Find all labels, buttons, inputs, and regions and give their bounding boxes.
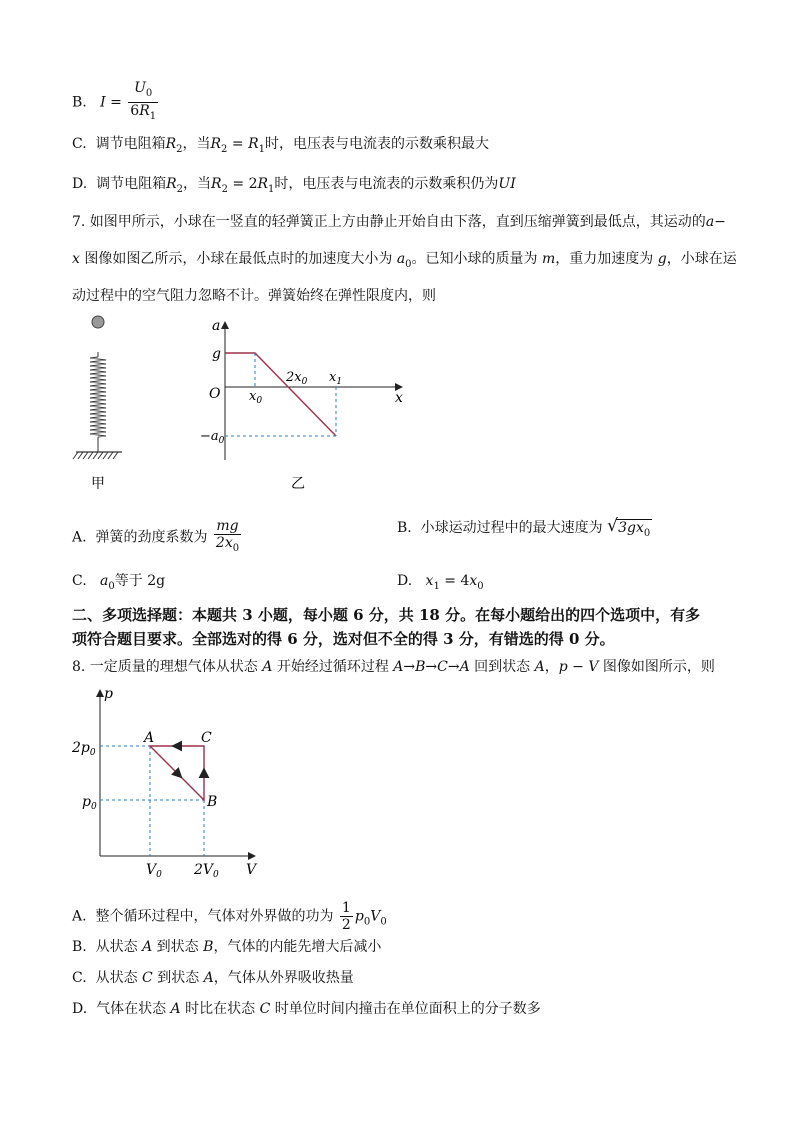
prev-option-d (72, 174, 516, 200)
q7-option-a (72, 518, 243, 557)
formula-symbol: a (100, 573, 109, 589)
formula-operator: = 4 (439, 573, 470, 589)
q7-option-b (397, 518, 652, 544)
option-text: 到状态 (152, 939, 204, 955)
formula-symbol: R (210, 136, 222, 152)
spring-ball-figure (70, 312, 130, 492)
question-text: 8. 一定质量的理想气体从状态 (72, 659, 263, 675)
axis-label-a: a (212, 318, 221, 334)
fraction-denominator: 2x (215, 535, 233, 551)
q8-option-a (72, 900, 387, 933)
formula-operator: = (110, 94, 122, 111)
option-label: C. (72, 136, 87, 152)
formula-symbol: C (142, 970, 153, 986)
question-text: 7. 如图甲所示，小球在一竖直的轻弹簧正上方由静止开始自由下落，直到压缩弹簧到最低点，其运动的 (72, 214, 706, 230)
option-text: 调节电阻箱 (95, 136, 166, 152)
subscript: 0 (477, 581, 484, 592)
formula-symbol: x (425, 573, 434, 589)
axis-label-v: V (246, 862, 257, 878)
option-label: D. (72, 1001, 88, 1017)
formula-symbol: A (262, 659, 273, 675)
subscript: 1 (433, 581, 440, 592)
option-text: 从状态 (95, 970, 143, 986)
option-text: ，气体的内能先增大后减小 (213, 939, 382, 955)
subscript: 0 (405, 259, 412, 270)
formula-symbol: a− (705, 214, 726, 230)
a-x-graph (190, 312, 420, 497)
question-text: 开始经过循环过程 (272, 659, 394, 675)
option-text: 时比在状态 (180, 1001, 260, 1017)
fraction-numerator: 1 (341, 900, 351, 916)
subscript: 0 (380, 916, 387, 928)
question-text: 。已知小球的质量为 (411, 251, 542, 267)
formula-symbol: p (354, 908, 364, 925)
subscript: 0 (363, 916, 371, 928)
formula-fraction (340, 900, 353, 933)
formula-symbol: A (534, 659, 545, 675)
label-v0: $V_0$ (146, 862, 162, 880)
subscript: 0 (232, 543, 240, 554)
p-v-graph (70, 684, 280, 884)
formula-operator: = (227, 136, 249, 152)
formula-symbol: R (166, 176, 177, 192)
formula-symbol: g (657, 251, 667, 267)
section-heading-line1: 二、多项选择题：本题共 3 小题，每小题 6 分，共 18 分。在每小题给出的四个选项中，有多 (72, 606, 701, 624)
state-label-a: A (144, 730, 155, 746)
formula-operator: = 2 (227, 176, 258, 192)
formula-cycle: A→B→C→A (393, 659, 470, 675)
formula-symbol: I (100, 94, 106, 111)
question-text: ，小球在运 (666, 251, 737, 267)
option-text: ，气体从外界吸收热量 (213, 970, 354, 986)
formula-symbol: A (203, 970, 214, 986)
subscript: 2 (221, 184, 228, 195)
option-text: 时单位时间内撞击在单位面积上的分子数多 (270, 1001, 541, 1017)
formula-sqrt (607, 518, 652, 544)
question-text: 回到状态 (469, 659, 535, 675)
option-text: 等于 2g (114, 573, 166, 589)
formula-symbol: m (542, 251, 556, 267)
subscript: 2 (176, 144, 183, 155)
question-text: 图像如图所示，则 (598, 659, 715, 675)
formula-symbol: a (396, 251, 406, 267)
ball-icon (92, 316, 104, 328)
formula-symbol: x (469, 573, 478, 589)
question-text: ，重力加速度为 (555, 251, 658, 267)
option-label: A. (72, 908, 87, 925)
formula-symbol: R (248, 136, 259, 152)
question-text: 动过程中的空气阻力忽略不计。弹簧始终在弹性限度内，则 (72, 288, 436, 304)
option-text: 到状态 (152, 970, 204, 986)
formula-symbol: V (370, 908, 381, 925)
formula-symbol: p − V (558, 659, 599, 675)
fraction-numerator: U (134, 80, 146, 96)
option-text: ，当 (183, 176, 212, 192)
q8-stem (72, 657, 715, 677)
q7-option-d (397, 571, 484, 597)
q8-option-b (72, 937, 381, 957)
fraction-denominator: 2 (341, 917, 351, 933)
option-label: C. (72, 573, 87, 589)
subscript: 0 (108, 581, 115, 592)
label-2x0: $2x_0$ (286, 370, 308, 387)
formula-symbol: C (259, 1001, 271, 1017)
label-2p0: $2p_0$ (72, 740, 96, 758)
fraction-denominator-coef: 6 (130, 103, 140, 119)
label-2v0: $2V_0$ (194, 862, 219, 880)
axis-label-p: p (104, 686, 113, 702)
subscript: 2 (176, 184, 184, 195)
q8-option-c (72, 968, 354, 988)
option-text: 整个循环过程中，气体对外界做的功为 (95, 908, 334, 925)
option-text: 弹簧的劲度系数为 (95, 529, 208, 546)
arrow-a-to-b (175, 771, 179, 775)
subscript: 2 (221, 144, 228, 155)
formula-symbol: R (165, 136, 177, 152)
option-text: 时，电压表与电流表的示数乘积仍为 (274, 176, 499, 192)
subscript: 1 (149, 111, 157, 122)
option-text: 气体在状态 (96, 1001, 171, 1017)
formula-symbol: A (142, 939, 153, 955)
question-text: 图像如图乙所示，小球在最低点时的加速度大小为 (79, 251, 397, 267)
formula-fraction (214, 518, 241, 557)
state-label-c: C (201, 730, 212, 746)
subscript: 1 (268, 184, 275, 195)
sqrt-radicand: 3gx (618, 520, 644, 536)
fraction-numerator: mg (214, 518, 241, 535)
q7-stem-line1 (72, 212, 726, 232)
formula-symbol: A (170, 1001, 181, 1017)
option-text: 调节电阻箱 (96, 176, 167, 192)
formula-symbol: x (72, 251, 80, 267)
q7-option-c (72, 571, 165, 597)
subscript: 0 (145, 88, 153, 99)
figure-caption-yi: 乙 (291, 476, 305, 492)
option-text: 时，电压表与电流表的示数乘积最大 (264, 136, 489, 152)
fraction-denominator: R (139, 103, 150, 119)
option-label: B. (397, 520, 412, 536)
state-label-b: B (207, 794, 218, 810)
spring-icon (90, 352, 106, 452)
label-x1: $x_1$ (329, 370, 343, 387)
a-x-curve (225, 353, 336, 436)
q7-stem-line2 (72, 249, 737, 275)
sqrt-icon: √ (607, 516, 618, 536)
option-label: D. (397, 573, 413, 589)
label-p0: $p_0$ (82, 794, 97, 812)
formula-symbol: R (211, 176, 222, 192)
formula-symbol: B (203, 939, 214, 955)
option-text: 从状态 (95, 939, 143, 955)
label-neg-a0: $-a_0$ (200, 429, 225, 446)
subscript: 1 (258, 144, 265, 155)
option-label: C. (72, 970, 87, 986)
figure-caption-jia: 甲 (91, 476, 105, 492)
prev-option-b (72, 80, 160, 125)
prev-option-c (72, 134, 489, 160)
option-label: D. (72, 176, 88, 192)
subscript: 0 (643, 528, 651, 539)
q8-option-d (72, 999, 541, 1019)
label-x0: $x_0$ (249, 389, 263, 406)
option-text: 小球运动过程中的最大速度为 (420, 520, 603, 536)
label-g: g (212, 346, 221, 362)
option-text: ，当 (182, 136, 211, 152)
ground-hatch (73, 452, 118, 459)
option-label: A. (72, 529, 87, 546)
question-text: ， (544, 659, 559, 675)
label-origin: O (209, 386, 221, 402)
formula-fraction (128, 80, 158, 125)
q7-stem-line3 (72, 286, 436, 306)
formula-symbol: UI (498, 176, 516, 192)
axis-label-x: x (395, 390, 403, 406)
formula-symbol: R (257, 176, 269, 192)
option-label: B. (72, 939, 87, 955)
option-label: B. (72, 94, 87, 111)
section-heading-line2: 项符合题目要求。全部选对的得 6 分，选对但不全的得 3 分，有错选的得 0 分。 (72, 630, 615, 648)
